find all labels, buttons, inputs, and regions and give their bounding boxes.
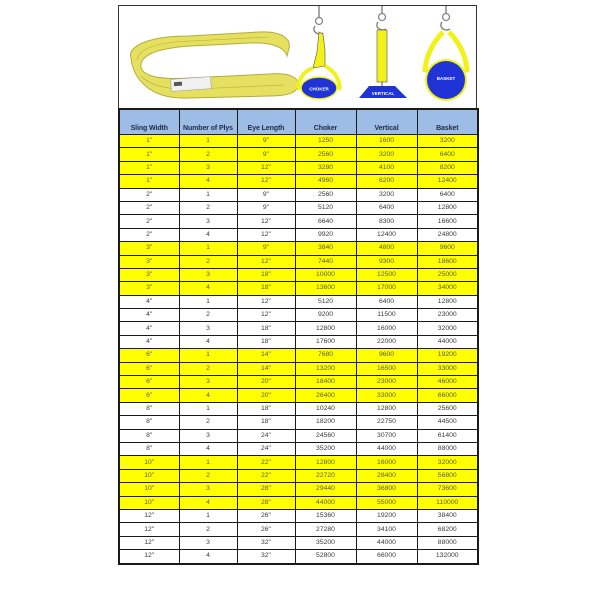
eye-length-cell: 26" — [237, 509, 295, 522]
vertical-cell: 23000 — [356, 376, 417, 389]
choker-cell: 24560 — [295, 429, 356, 442]
header-vertical: Vertical — [356, 109, 417, 135]
header-basket: Basket — [417, 109, 478, 135]
basket-cell: 8200 — [417, 161, 478, 174]
basket-cell: 33000 — [417, 362, 478, 375]
eye-length-cell: 22" — [237, 469, 295, 482]
basket-cell: 6400 — [417, 148, 478, 161]
sling-capacity-table — [118, 108, 479, 565]
plys-cell: 2 — [179, 362, 237, 375]
eye-length-cell: 12" — [237, 215, 295, 228]
sling-width-cell: 12" — [119, 550, 179, 564]
basket-cell: 73600 — [417, 483, 478, 496]
basket-cell: 56800 — [417, 469, 478, 482]
sling-width-cell: 3" — [119, 242, 179, 255]
eye-length-cell: 18" — [237, 335, 295, 348]
plys-cell: 4 — [179, 175, 237, 188]
table-row — [119, 242, 478, 255]
eye-length-cell: 9" — [237, 148, 295, 161]
illustration-panel — [118, 5, 477, 108]
eye-length-cell: 9" — [237, 188, 295, 201]
vertical-cell: 3200 — [356, 188, 417, 201]
eye-length-cell: 24" — [237, 442, 295, 455]
eye-length-cell: 28" — [237, 483, 295, 496]
basket-cell: 16600 — [417, 215, 478, 228]
choker-cell: 4960 — [295, 175, 356, 188]
vertical-cell: 16500 — [356, 362, 417, 375]
plys-cell: 1 — [179, 402, 237, 415]
eye-length-cell: 18" — [237, 416, 295, 429]
eye-length-cell: 26" — [237, 523, 295, 536]
plys-cell: 3 — [179, 268, 237, 281]
plys-cell: 2 — [179, 469, 237, 482]
choker-cell: 44000 — [295, 496, 356, 509]
choker-cell: 10240 — [295, 402, 356, 415]
basket-cell: 44000 — [417, 335, 478, 348]
basket-cell: 132000 — [417, 550, 478, 564]
choker-cell: 6640 — [295, 215, 356, 228]
basket-cell: 44500 — [417, 416, 478, 429]
header-number-of-plys: Number of Plys — [179, 109, 237, 135]
choker-cell: 1250 — [295, 135, 356, 148]
table-row — [119, 402, 478, 415]
table-row — [119, 469, 478, 482]
eye-length-cell: 24" — [237, 429, 295, 442]
vertical-cell: 12500 — [356, 268, 417, 281]
eye-length-cell: 28" — [237, 496, 295, 509]
basket-cell: 38400 — [417, 509, 478, 522]
sling-width-cell: 1" — [119, 161, 179, 174]
plys-cell: 4 — [179, 335, 237, 348]
basket-cell: 3200 — [417, 135, 478, 148]
table-row — [119, 536, 478, 549]
table-row — [119, 509, 478, 522]
sling-width-cell: 4" — [119, 335, 179, 348]
sling-width-cell: 10" — [119, 469, 179, 482]
choker-cell: 5120 — [295, 295, 356, 308]
vertical-cell: 66000 — [356, 550, 417, 564]
choker-cell: 7440 — [295, 255, 356, 268]
basket-cell: 12400 — [417, 175, 478, 188]
plys-cell: 3 — [179, 536, 237, 549]
choker-cell: 7680 — [295, 349, 356, 362]
choker-cell: 5120 — [295, 201, 356, 214]
basket-cell: 6400 — [417, 188, 478, 201]
vertical-cell: 16000 — [356, 456, 417, 469]
basket-cell: 34000 — [417, 282, 478, 295]
sling-width-cell: 8" — [119, 416, 179, 429]
eye-length-cell: 32" — [237, 550, 295, 564]
plys-cell: 1 — [179, 242, 237, 255]
vertical-cell: 11500 — [356, 309, 417, 322]
table-row — [119, 349, 478, 362]
eye-length-cell: 9" — [237, 201, 295, 214]
table-row — [119, 496, 478, 509]
table-row — [119, 523, 478, 536]
plys-cell: 2 — [179, 255, 237, 268]
vertical-cell: 4800 — [356, 242, 417, 255]
choker-hitch-icon — [299, 6, 340, 99]
sling-width-cell: 4" — [119, 322, 179, 335]
eye-length-cell: 12" — [237, 228, 295, 241]
table-row — [119, 309, 478, 322]
sling-width-cell: 12" — [119, 536, 179, 549]
table-row — [119, 362, 478, 375]
plys-cell: 4 — [179, 442, 237, 455]
vertical-cell: 34100 — [356, 523, 417, 536]
table-row — [119, 456, 478, 469]
plys-cell: 4 — [179, 282, 237, 295]
sling-width-cell: 8" — [119, 402, 179, 415]
sling-width-cell: 2" — [119, 201, 179, 214]
vertical-cell: 44000 — [356, 442, 417, 455]
table-row — [119, 416, 478, 429]
sling-width-cell: 12" — [119, 509, 179, 522]
plys-cell: 2 — [179, 309, 237, 322]
vertical-cell: 28400 — [356, 469, 417, 482]
sling-product-image — [131, 32, 299, 98]
choker-cell: 18200 — [295, 416, 356, 429]
table-row — [119, 389, 478, 402]
plys-cell: 1 — [179, 295, 237, 308]
basket-cell: 66000 — [417, 389, 478, 402]
vertical-cell: 22750 — [356, 416, 417, 429]
basket-cell: 32000 — [417, 456, 478, 469]
sling-width-cell: 4" — [119, 295, 179, 308]
eye-length-cell: 12" — [237, 255, 295, 268]
choker-cell: 2560 — [295, 148, 356, 161]
vertical-cell: 1600 — [356, 135, 417, 148]
header-eye-length: Eye Length — [237, 109, 295, 135]
vertical-cell: 12400 — [356, 228, 417, 241]
vertical-cell: 22000 — [356, 335, 417, 348]
choker-cell: 3280 — [295, 161, 356, 174]
basket-cell: 46000 — [417, 376, 478, 389]
sling-width-cell: 10" — [119, 496, 179, 509]
sling-width-cell: 3" — [119, 282, 179, 295]
vertical-cell: 8300 — [356, 215, 417, 228]
vertical-cell: 16000 — [356, 322, 417, 335]
choker-cell: 22720 — [295, 469, 356, 482]
plys-cell: 3 — [179, 215, 237, 228]
plys-cell: 1 — [179, 135, 237, 148]
sling-width-cell: 2" — [119, 215, 179, 228]
plys-cell: 4 — [179, 228, 237, 241]
table-row — [119, 201, 478, 214]
basket-cell: 18600 — [417, 255, 478, 268]
choker-cell: 27280 — [295, 523, 356, 536]
plys-cell: 2 — [179, 523, 237, 536]
table-row — [119, 188, 478, 201]
vertical-cell: 9600 — [356, 349, 417, 362]
eye-length-cell: 12" — [237, 309, 295, 322]
vertical-cell: 30700 — [356, 429, 417, 442]
sling-width-cell: 10" — [119, 456, 179, 469]
choker-cell: 9920 — [295, 228, 356, 241]
vertical-cell: 3200 — [356, 148, 417, 161]
sling-width-cell: 3" — [119, 255, 179, 268]
basket-cell: 24800 — [417, 228, 478, 241]
basket-cell: 12800 — [417, 201, 478, 214]
sling-width-cell: 10" — [119, 483, 179, 496]
choker-cell: 35200 — [295, 536, 356, 549]
vertical-cell: 44000 — [356, 536, 417, 549]
eye-length-cell: 9" — [237, 135, 295, 148]
choker-cell: 17600 — [295, 335, 356, 348]
choker-cell: 13600 — [295, 282, 356, 295]
plys-cell: 3 — [179, 429, 237, 442]
eye-length-cell: 12" — [237, 175, 295, 188]
sling-width-cell: 6" — [119, 362, 179, 375]
sling-width-cell: 8" — [119, 442, 179, 455]
vertical-cell: 19200 — [356, 509, 417, 522]
sling-width-cell: 2" — [119, 228, 179, 241]
basket-cell: 88000 — [417, 442, 478, 455]
plys-cell: 4 — [179, 496, 237, 509]
plys-cell: 3 — [179, 161, 237, 174]
eye-length-cell: 18" — [237, 402, 295, 415]
sling-width-cell: 4" — [119, 309, 179, 322]
plys-cell: 2 — [179, 148, 237, 161]
plys-cell: 2 — [179, 416, 237, 429]
plys-cell: 3 — [179, 322, 237, 335]
svg-text:VERTICAL: VERTICAL — [371, 91, 395, 96]
eye-length-cell: 32" — [237, 536, 295, 549]
plys-cell: 1 — [179, 509, 237, 522]
vertical-cell: 6400 — [356, 295, 417, 308]
basket-cell: 110000 — [417, 496, 478, 509]
eye-length-cell: 22" — [237, 456, 295, 469]
choker-cell: 13200 — [295, 362, 356, 375]
table-row — [119, 376, 478, 389]
vertical-hitch-icon — [359, 6, 407, 98]
plys-cell: 1 — [179, 349, 237, 362]
basket-cell: 9600 — [417, 242, 478, 255]
basket-cell: 25000 — [417, 268, 478, 281]
vertical-cell: 6400 — [356, 201, 417, 214]
eye-length-cell: 14" — [237, 362, 295, 375]
sling-width-cell: 1" — [119, 135, 179, 148]
table-row — [119, 295, 478, 308]
basket-cell: 61400 — [417, 429, 478, 442]
eye-length-cell: 18" — [237, 322, 295, 335]
choker-cell: 35200 — [295, 442, 356, 455]
table-row — [119, 175, 478, 188]
eye-length-cell: 20" — [237, 389, 295, 402]
svg-text:BASKET: BASKET — [436, 76, 456, 81]
eye-length-cell: 9" — [237, 242, 295, 255]
table-row — [119, 550, 478, 564]
choker-cell: 2560 — [295, 188, 356, 201]
sling-width-cell: 12" — [119, 523, 179, 536]
vertical-cell: 9300 — [356, 255, 417, 268]
choker-cell: 15360 — [295, 509, 356, 522]
sling-width-cell: 8" — [119, 429, 179, 442]
table-row — [119, 148, 478, 161]
vertical-cell: 33000 — [356, 389, 417, 402]
sling-width-cell: 3" — [119, 268, 179, 281]
sling-width-cell: 1" — [119, 148, 179, 161]
table-row — [119, 483, 478, 496]
choker-cell: 3840 — [295, 242, 356, 255]
table-header-row — [119, 109, 478, 135]
vertical-cell: 12800 — [356, 402, 417, 415]
table-row — [119, 429, 478, 442]
plys-cell: 3 — [179, 376, 237, 389]
choker-cell: 52800 — [295, 550, 356, 564]
eye-length-cell: 14" — [237, 349, 295, 362]
choker-cell: 12800 — [295, 456, 356, 469]
eye-length-cell: 18" — [237, 268, 295, 281]
eye-length-cell: 12" — [237, 161, 295, 174]
sling-width-cell: 2" — [119, 188, 179, 201]
table-row — [119, 228, 478, 241]
vertical-cell: 17000 — [356, 282, 417, 295]
basket-cell: 23000 — [417, 309, 478, 322]
vertical-cell: 4100 — [356, 161, 417, 174]
basket-cell: 32000 — [417, 322, 478, 335]
table-row — [119, 268, 478, 281]
basket-cell: 19200 — [417, 349, 478, 362]
plys-cell: 2 — [179, 201, 237, 214]
plys-cell: 1 — [179, 456, 237, 469]
svg-text:CHOKER: CHOKER — [309, 86, 329, 92]
vertical-cell: 36800 — [356, 483, 417, 496]
basket-cell: 68200 — [417, 523, 478, 536]
choker-cell: 26400 — [295, 389, 356, 402]
choker-cell: 29440 — [295, 483, 356, 496]
plys-cell: 1 — [179, 188, 237, 201]
sling-width-cell: 6" — [119, 349, 179, 362]
choker-cell: 10000 — [295, 268, 356, 281]
basket-cell: 12800 — [417, 295, 478, 308]
table-row — [119, 135, 478, 148]
table-body — [119, 135, 478, 564]
table-row — [119, 161, 478, 174]
table-row — [119, 215, 478, 228]
sling-width-cell: 1" — [119, 175, 179, 188]
eye-length-cell: 18" — [237, 282, 295, 295]
table-row — [119, 282, 478, 295]
header-choker: Choker — [295, 109, 356, 135]
plys-cell: 3 — [179, 483, 237, 496]
table-row — [119, 255, 478, 268]
choker-cell: 12800 — [295, 322, 356, 335]
basket-hitch-icon — [425, 6, 467, 101]
eye-length-cell: 12" — [237, 295, 295, 308]
sling-width-cell: 6" — [119, 389, 179, 402]
vertical-cell: 6200 — [356, 175, 417, 188]
choker-cell: 9200 — [295, 309, 356, 322]
plys-cell: 4 — [179, 550, 237, 564]
table-row — [119, 335, 478, 348]
basket-cell: 88000 — [417, 536, 478, 549]
vertical-cell: 55000 — [356, 496, 417, 509]
table-row — [119, 322, 478, 335]
table-row — [119, 442, 478, 455]
header-sling-width: Sling Width — [119, 109, 179, 135]
plys-cell: 4 — [179, 389, 237, 402]
choker-cell: 18400 — [295, 376, 356, 389]
eye-length-cell: 20" — [237, 376, 295, 389]
basket-cell: 25600 — [417, 402, 478, 415]
sling-width-cell: 6" — [119, 376, 179, 389]
